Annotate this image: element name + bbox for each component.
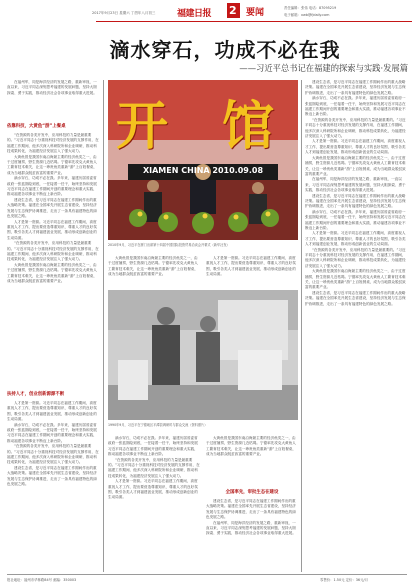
middle-column-body xyxy=(108,256,200,286)
lower-para-1: 滴水穿石，功成不必在我。多年来，福建历届省委省政府一张蓝图绘到底，一任接着一任干，始终坚持和发展习近平同志在福建工作期间开创的重要理念和重大实践，推动福建各项事业不断迈上新台阶。 xyxy=(108,436,198,457)
middle-para-2: 人才是第一资源。习近平同志在福建工作期间，高度重视人才工作，提出要营造尊重知识、尊重人才的良好氛围，吸引各类人才到福建创业发展，推动形成创新创业的生动局面。 xyxy=(206,256,296,277)
subhead-1: 依靠科技，大黄鱼“游”上餐桌 xyxy=(7,124,66,129)
photo-1-caption: 2010年9月，习近平在厦门出席第十四届中国国际投资贸易洽谈会开幕式（新华社发） xyxy=(108,243,230,247)
lower-middle-body-1 xyxy=(108,436,200,570)
footer-right: 零售价：1.50元 定价：36元/月 xyxy=(320,578,368,582)
middle-para-1: 大黄鱼曾是我国东南沿海最主要的经济鱼类之一，由于过度捕捞，野生资源几近枯竭。宁德率先攻克大黄鱼人工繁育技术难关，让这一珍贵鱼类重新“游”上百姓餐桌，成为当地群众脱贫致富的重要产业。 xyxy=(108,256,198,277)
section-name: 要闻 xyxy=(246,8,265,18)
section-2-para-2: 滴水穿石，功成不必在我。多年来，福建历届省委省政府一张蓝图绘到底，一任接着一任干，始终坚持和发展习近平同志在福建工作期间开创的重要理念和重大实践，推动福建各项事业不断迈上新台阶。 xyxy=(7,422,97,443)
middle-column-body-2 xyxy=(206,256,298,286)
right-para-7: 建设生态省，是习近平同志在福建工作期间作出的重大战略决策。福建在全国率先开展生态省建设，坚持经济发展与生态保护协调推进，走出了一条具有福建特色的绿色发展之路。 xyxy=(305,193,406,209)
intro-text: 在福州军，同是海洋经济的发展之路，重新审视，一直以来，习近平同志深刻思考福建的发展问题，坚持大胆探索、勇于实践，推动经济社会各项事业取得重大进展。 xyxy=(7,80,97,95)
right-para-8: 滴水穿石，功成不必在我。多年来，福建历届省委省政府一张蓝图绘到底，一任接着一任干，始终坚持和发展习近平同志在福建工作期间开创的重要理念和重大实践，推动福建各项事业不断迈上新台阶。 xyxy=(305,209,406,230)
right-para-12: 建设生态省，是习近平同志在福建工作期间作出的重大战略决策。福建在全国率先开展生态省建设，坚持经济发展与生态保护协调推进，走出了一条具有福建特色的绿色发展之路。 xyxy=(305,290,406,306)
page-number: 2 xyxy=(229,4,237,17)
section-1-para-3: 滴水穿石，功成不必在我。多年来，福建历届省委省政府一张蓝图绘到底，一任接着一任干，始终坚持和发展习近平同志在福建工作期间开创的重要理念和重大实践，推动福建各项事业不断迈上新台阶。 xyxy=(7,176,97,197)
right-para-11: 大黄鱼曾是我国东南沿海最主要的经济鱼类之一，由于过度捕捞，野生资源几近枯竭。宁德率先攻克大黄鱼人工繁育技术难关，让这一珍贵鱼类重新“游”上百姓餐桌，成为当地群众脱贫致富的重要产业。 xyxy=(305,269,406,290)
right-para-9: 人才是第一资源。习近平同志在福建工作期间，高度重视人才工作，提出要营造尊重知识、尊重人才的良好氛围，吸引各类人才到福建创业发展，推动形成创新创业的生动局面。 xyxy=(305,231,406,247)
subhead-2: 扶持人才，创业创新源源不断 xyxy=(7,392,65,397)
right-para-4: 人才是第一资源。习近平同志在福建工作期间，高度重视人才工作，提出要营造尊重知识、尊重人才的良好氛围，吸引各类人才到福建创业发展，推动形成创新创业的生动局面。 xyxy=(305,139,406,155)
masthead xyxy=(0,0,413,22)
right-para-1: 建设生态省，是习近平同志在福建工作期间作出的重大战略决策。福建在全国率先开展生态省建设，坚持经济发展与生态保护协调推进，走出了一条具有福建特色的绿色发展之路。 xyxy=(305,80,406,95)
right-para-3: “在资源的各类开发中，应用科技的力量是最重要的。”习近平同志十分重视科技对经济发展的支撑作用，在福建工作期间，他多次深入科研院所和企业调研，推动科技成果转化，为福建经济发展注入了强大动力。 xyxy=(305,117,406,139)
section-1-para-1: “在资源的各类开发中，应用科技的力量是最重要的。”习近平同志十分重视科技对经济发展的支撑作用，在福建工作期间，他多次深入科研院所和企业调研，推动科技成果转化，为福建经济发展注入了强大动力。 xyxy=(7,133,99,154)
newspaper-logo: 福建日报 xyxy=(177,9,212,19)
column-rule-left xyxy=(103,80,104,572)
lower-para-6: 在福州军，同是海洋经济的发展之路，重新审视，一直以来，习近平同志深刻思考福建的发展问题，坚持大胆探索、勇于实践，推动经济社会各项事业取得重大进展。 xyxy=(206,520,296,536)
right-para-2: 滴水穿石，功成不必在我。多年来，福建历届省委省政府一张蓝图绘到底，一任接着一任干，始终坚持和发展习近平同志在福建工作期间开创的重要理念和重大实践，推动福建各项事业不断迈上新台阶。 xyxy=(305,96,406,117)
section-2-body xyxy=(7,401,99,569)
masthead-date: 2017年9月23日 星期六 丁酉年八月初三 xyxy=(92,11,156,15)
subhead-3: 全国率先，审批生态在建设 xyxy=(225,490,279,495)
sub-headline: ——习近平总书记在福建的探索与实践·发展篇 xyxy=(239,63,408,73)
photo-sign-text: 开 馆 xyxy=(115,96,293,157)
lower-para-4: 大黄鱼曾是我国东南沿海最主要的经济鱼类之一，由于过度捕捞，野生资源几近枯竭。宁德率先攻克大黄鱼人工繁育技术难关，让这一珍贵鱼类重新“游”上百姓餐桌，成为当地群众脱贫致富的重要产业。 xyxy=(206,436,296,457)
right-para-6: 在福州军，同是海洋经济的发展之路，重新审视，一直以来，习近平同志深刻思考福建的发展问题，坚持大胆探索、勇于实践，推动经济社会各项事业取得重大进展。 xyxy=(305,177,406,193)
photo-historical xyxy=(108,290,298,420)
lower-para-3: 人才是第一资源。习近平同志在福建工作期间，高度重视人才工作，提出要营造尊重知识、尊重人才的良好氛围，吸引各类人才到福建创业发展，推动形成创新创业的生动局面。 xyxy=(108,479,198,500)
section-2-para-1: 人才是第一资源。习近平同志在福建工作期间，高度重视人才工作，提出要营造尊重知识、尊重人才的良好氛围，吸引各类人才到福建创业发展，推动形成创新创业的生动局面。 xyxy=(7,401,97,422)
right-column-body xyxy=(305,80,407,570)
section-2-para-4: 建设生态省，是习近平同志在福建工作期间作出的重大战略决策。福建在全国率先开展生态省建设，坚持经济发展与生态保护协调推进，走出了一条具有福建特色的绿色发展之路。 xyxy=(7,465,97,487)
lower-middle-body-3 xyxy=(206,499,298,570)
photo-opening-ceremony xyxy=(108,80,298,240)
section-1-para-7: 大黄鱼曾是我国东南沿海最主要的经济鱼类之一，由于过度捕捞，野生资源几近枯竭。宁德率先攻克大黄鱼人工繁育技术难关，让这一珍贵鱼类重新“游”上百姓餐桌，成为当地群众脱贫致富的重要产业。 xyxy=(7,262,97,283)
intro-paragraph xyxy=(7,80,97,122)
right-para-10: “在资源的各类开发中，应用科技的力量是最重要的。”习近平同志十分重视科技对经济发展的支撑作用，在福建工作期间，他多次深入科研院所和企业调研，推动科技成果转化，为福建经济发展注入了强大动力。 xyxy=(305,247,406,268)
masthead-rule xyxy=(96,21,412,22)
section-1-para-4: 建设生态省，是习近平同志在福建工作期间作出的重大战略决策。福建在全国率先开展生态省建设，坚持经济发展与生态保护协调推进，走出了一条具有福建特色的绿色发展之路。 xyxy=(7,197,97,219)
editor-line: 责任编辑：张伟 电话：87095219 xyxy=(284,6,337,10)
section-1-para-5: 人才是第一资源。习近平同志在福建工作期间，高度重视人才工作，提出要营造尊重知识、尊重人才的良好氛围，吸引各类人才到福建创业发展，推动形成创新创业的生动局面。 xyxy=(7,219,97,240)
photo-2-caption: 1990年9月，习近平在宁德地区平潭县调研时与群众交流（资料照片） xyxy=(108,423,208,427)
historical-illustration xyxy=(108,290,298,420)
lower-para-5: 建设生态省，是习近平同志在福建工作期间作出的重大战略决策。福建在全国率先开展生态省建设，坚持经济发展与生态保护协调推进，走出了一条具有福建特色的绿色发展之路。 xyxy=(206,499,296,520)
section-1-body xyxy=(7,133,99,371)
photo-banner-text: XIAMEN CHINA 2010.09.08 xyxy=(142,166,264,175)
lower-middle-body-2 xyxy=(206,436,298,486)
email-line: 电子邮箱：xwb@fjdaily.com xyxy=(284,13,330,17)
column-rule-right xyxy=(301,80,302,572)
right-para-5: 大黄鱼曾是我国东南沿海最主要的经济鱼类之一，由于过度捕捞，野生资源几近枯竭。宁德率先攻克大黄鱼人工繁育技术难关，让这一珍贵鱼类重新“游”上百姓餐桌，成为当地群众脱贫致富的重要产业。 xyxy=(305,155,406,176)
lower-para-2: “在资源的各类开发中，应用科技的力量是最重要的。”习近平同志十分重视科技对经济发展的支撑作用，在福建工作期间，他多次深入科研院所和企业调研，推动科技成果转化，为福建经济发展注入了强大动力。 xyxy=(108,457,200,478)
section-2-para-3: “在资源的各类开发中，应用科技的力量是最重要的。”习近平同志十分重视科技对经济发展的支撑作用，在福建工作期间，他多次深入科研院所和企业调研，推动科技成果转化，为福建经济发展注入了强大动力。 xyxy=(7,444,99,465)
footer-left: 报社地址：福州市华林路84号 邮编：350003 xyxy=(7,578,77,582)
section-1-para-6: “在资源的各类开发中，应用科技的力量是最重要的。”习近平同志十分重视科技对经济发展的支撑作用，在福建工作期间，他多次深入科研院所和企业调研，推动科技成果转化，为福建经济发展注入了强大动力。 xyxy=(7,241,99,262)
main-headline: 滴水穿石，功成不必在我 xyxy=(109,38,341,62)
footer-rule xyxy=(7,574,407,575)
section-1-para-2: 大黄鱼曾是我国东南沿海最主要的经济鱼类之一，由于过度捕捞，野生资源几近枯竭。宁德率先攻克大黄鱼人工繁育技术难关，让这一珍贵鱼类重新“游”上百姓餐桌，成为当地群众脱贫致富的重要产业。 xyxy=(7,154,97,175)
